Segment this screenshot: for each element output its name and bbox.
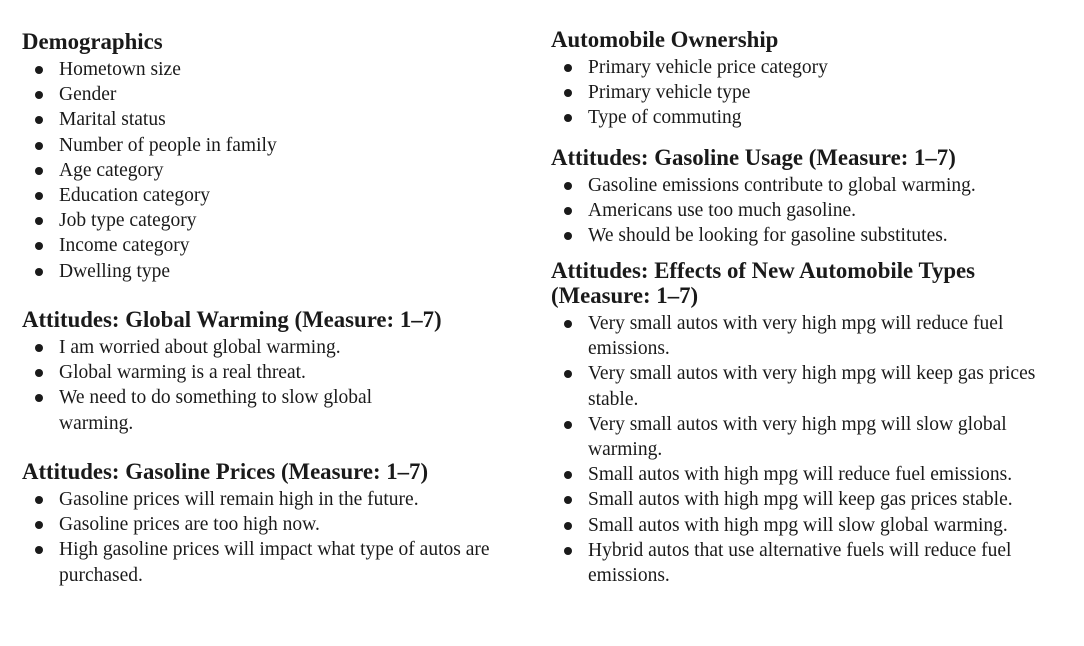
list-item: Gasoline emissions contribute to global warming. bbox=[551, 173, 1061, 198]
list-item: Gasoline prices will remain high in the future. bbox=[22, 487, 507, 512]
list-item: We should be looking for gasoline substitutes. bbox=[551, 223, 1061, 248]
list-item: Hybrid autos that use alternative fuels will reduce fuel emissions. bbox=[551, 538, 1046, 588]
new-automobile-types-section bbox=[551, 258, 1046, 588]
section-title-continued: (Measure: 1–7) bbox=[551, 283, 699, 308]
new-automobile-types-list bbox=[551, 311, 1046, 588]
gasoline-usage-section bbox=[551, 145, 1061, 249]
section-title: Automobile Ownership bbox=[551, 27, 779, 52]
list-item: Education category bbox=[22, 183, 522, 208]
automobile-ownership-section bbox=[551, 27, 1061, 131]
list-item: Income category bbox=[22, 233, 522, 258]
list-item: Hometown size bbox=[22, 57, 522, 82]
section-title: Demographics bbox=[22, 29, 163, 54]
list-item: Very small autos with very high mpg will keep gas prices stable. bbox=[551, 361, 1046, 411]
list-item: Dwelling type bbox=[22, 259, 522, 284]
automobile-ownership-list bbox=[551, 55, 1061, 131]
list-item: Small autos with high mpg will slow global warming. bbox=[551, 513, 1046, 538]
list-item: Very small autos with very high mpg will reduce fuel emissions. bbox=[551, 311, 1046, 361]
demographics-list bbox=[22, 57, 522, 284]
global-warming-section bbox=[22, 307, 442, 436]
demographics-section bbox=[22, 29, 522, 284]
list-item: Primary vehicle type bbox=[551, 80, 1061, 105]
list-item: Type of commuting bbox=[551, 105, 1061, 130]
section-title: Attitudes: Gasoline Usage (Measure: 1–7) bbox=[551, 145, 956, 170]
list-item: High gasoline prices will impact what type of autos are purchased. bbox=[22, 537, 507, 587]
global-warming-list bbox=[22, 335, 412, 436]
gasoline-prices-section bbox=[22, 459, 507, 588]
list-item: Small autos with high mpg will keep gas prices stable. bbox=[551, 487, 1046, 512]
gasoline-usage-list bbox=[551, 173, 1061, 249]
list-item: Gender bbox=[22, 82, 522, 107]
section-title: Attitudes: Global Warming (Measure: 1–7) bbox=[22, 307, 442, 332]
list-item: Job type category bbox=[22, 208, 522, 233]
list-item: Gasoline prices are too high now. bbox=[22, 512, 507, 537]
list-item: I am worried about global warming. bbox=[22, 335, 412, 360]
section-title: Attitudes: Effects of New Automobile Types bbox=[551, 258, 976, 283]
list-item: Americans use too much gasoline. bbox=[551, 198, 1061, 223]
list-item: Small autos with high mpg will reduce fuel emissions. bbox=[551, 462, 1046, 487]
list-item: Age category bbox=[22, 158, 522, 183]
list-item: Primary vehicle price category bbox=[551, 55, 1061, 80]
list-item: Marital status bbox=[22, 107, 522, 132]
gasoline-prices-list bbox=[22, 487, 507, 588]
list-item: We need to do something to slow global warming. bbox=[22, 385, 412, 435]
section-title: Attitudes: Gasoline Prices (Measure: 1–7) bbox=[22, 459, 429, 484]
list-item: Number of people in family bbox=[22, 133, 522, 158]
list-item: Global warming is a real threat. bbox=[22, 360, 412, 385]
list-item: Very small autos with very high mpg will slow global warming. bbox=[551, 412, 1046, 462]
